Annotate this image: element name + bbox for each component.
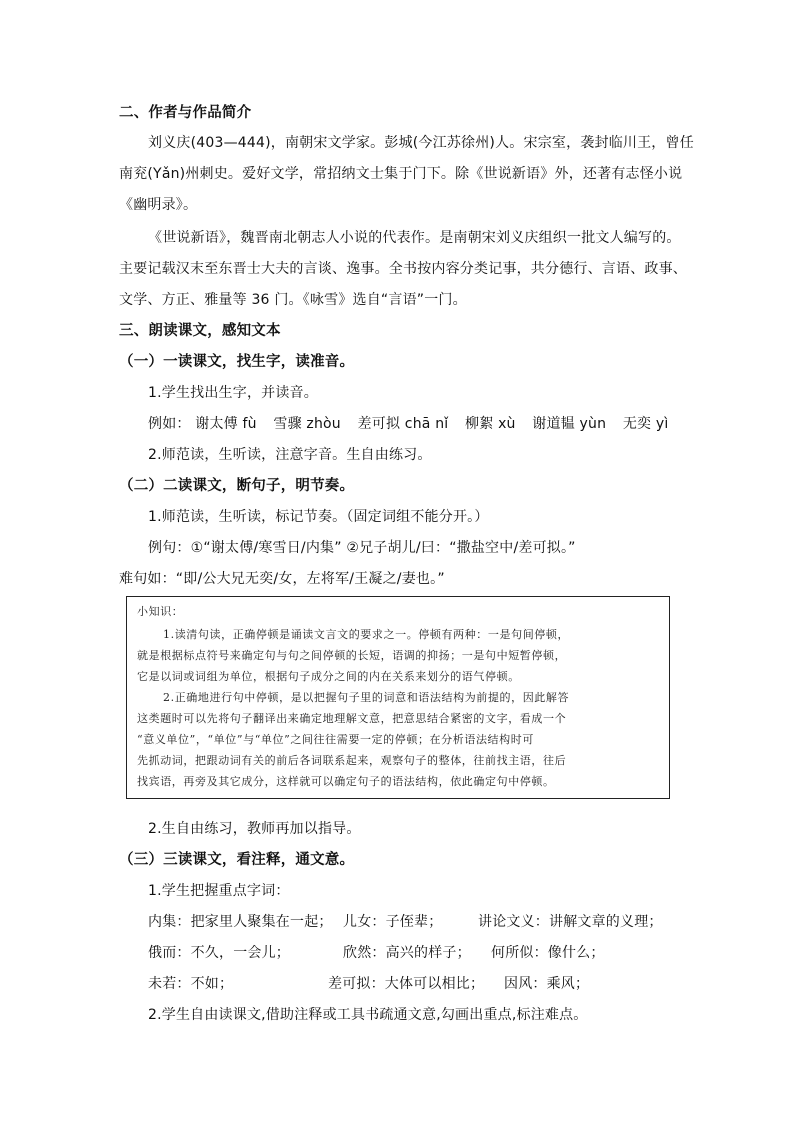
paragraph-author-line-3: 《幽明录》。 — [119, 197, 198, 213]
vocab-entry: 讲论文义：讲解文章的义理； — [478, 914, 663, 930]
list-item: 1.学生找出生字，并读音。 — [148, 385, 318, 401]
subsection-heading-3: （三）三读课文，看注释，通文意。 — [119, 852, 355, 868]
vocab-entry: 内集：把家里人聚集在一起； — [148, 914, 333, 930]
paragraph-works-line-1: 《世说新语》，魏晋南北朝志人小说的代表作。是南朝宋刘义庆组织一批文人编写的。 — [148, 230, 681, 246]
example-word: 雪骤 zhòu — [273, 416, 341, 432]
knowledge-line: 就是根据标点符号来确定句与句之间停顿的长短，语调的抑扬；一是句中短暂停顿， — [137, 649, 567, 662]
knowledge-line: “意义单位”，“单位”与“单位”之间往往需要一定的停顿；在分析语法结构时可 — [137, 733, 534, 746]
list-item: 1.师范读，生听读，标记节奏。（固定词组不能分开。） — [148, 509, 489, 525]
vocab-entry: 未若：不如； — [148, 976, 234, 992]
list-item: 2.学生自由读课文,借助注释或工具书疏通文意,勾画出重点,标注难点。 — [148, 1007, 588, 1023]
vocab-row — [148, 975, 589, 993]
example-word: 柳絮 xù — [465, 416, 516, 432]
example-word: 谢太傅 fù — [195, 416, 257, 432]
example-word: 谢道韫 yùn — [532, 416, 607, 432]
vocab-row — [148, 944, 605, 962]
knowledge-box — [126, 596, 670, 799]
knowledge-line: 它是以词或词组为单位，根据句子成分之间的内在关系来划分的语气停顿。 — [137, 670, 520, 683]
subsection-heading-2: （二）二读课文，断句子，明节奏。 — [119, 478, 355, 494]
vocab-entry: 何所似：像什么； — [491, 945, 605, 961]
knowledge-line: 先抓动词，把跟动词有关的前后各词联系起来，观察句子的整体，往前找主语，往后 — [137, 754, 567, 767]
hard-sentence: 难句如：“即/公大兄无奕/女，左将军/王凝之/妻也。” — [119, 571, 445, 587]
pronunciation-examples — [148, 415, 680, 433]
example-word: 差可拟 chā nǐ — [357, 416, 449, 432]
example-sentence: 例句：①“谢太傅/寒雪日/内集” ②兄子胡儿/曰：“撒盐空中/差可拟。” — [148, 540, 576, 556]
vocab-row — [148, 913, 663, 931]
paragraph-author-line-1: 刘义庆(403—444)，南朝宋文学家。彭城(今江苏徐州)人。宋宗室，袭封临川王，曾任 — [148, 135, 694, 151]
knowledge-box-title: 小知识： — [137, 605, 184, 618]
section-heading-author-works: 二、作者与作品简介 — [119, 105, 252, 121]
vocab-entry: 差可拟：大体可以相比； — [328, 976, 485, 992]
list-item: 1.学生把握重点字词： — [148, 883, 290, 899]
knowledge-line: 1.读清句读，正确停顿是诵读文言文的要求之一。停顿有两种：一是句间停顿， — [163, 628, 570, 641]
paragraph-author-line-2: 南兖(Yǎn)州刺史。爱好文学，常招纳文士集于门下。除《世说新语》外，还著有志怪小说 — [119, 166, 683, 182]
list-item: 2.师范读，生听读，注意字音。生自由练习。 — [148, 447, 432, 463]
paragraph-works-line-3: 文学、方正、雅量等 36 门。《咏雪》选自“言语”一门。 — [119, 292, 467, 308]
knowledge-line: 这类题时可以先将句子翻译出来确定地理解文意，把意思结合紧密的文字，看成一个 — [137, 712, 567, 725]
section-heading-reading: 三、朗读课文，感知文本 — [119, 323, 281, 339]
examples-label: 例如： — [148, 416, 191, 432]
vocab-entry: 俄而：不久，一会儿； — [148, 945, 290, 961]
example-word: 无奕 yì — [622, 416, 669, 432]
knowledge-line: 2.正确地进行句中停顿，是以把握句子里的词意和语法结构为前提的，因此解答 — [163, 691, 570, 704]
list-item: 2.生自由练习，教师再加以指导。 — [148, 821, 361, 837]
subsection-heading-1: （一）一读课文，找生字，读准音。 — [119, 354, 355, 370]
vocab-entry: 欣然：高兴的样子； — [343, 945, 471, 961]
knowledge-line: 找宾语，再旁及其它成分，这样就可以确定句子的语法结构，依此确定句中停顿。 — [137, 775, 555, 788]
paragraph-works-line-2: 主要记载汉末至东晋士大夫的言谈、逸事。全书按内容分类记事，共分德行、言语、政事、 — [119, 261, 687, 277]
vocab-entry: 儿女：子侄辈； — [343, 914, 443, 930]
vocab-entry: 因风：乘风； — [504, 976, 590, 992]
